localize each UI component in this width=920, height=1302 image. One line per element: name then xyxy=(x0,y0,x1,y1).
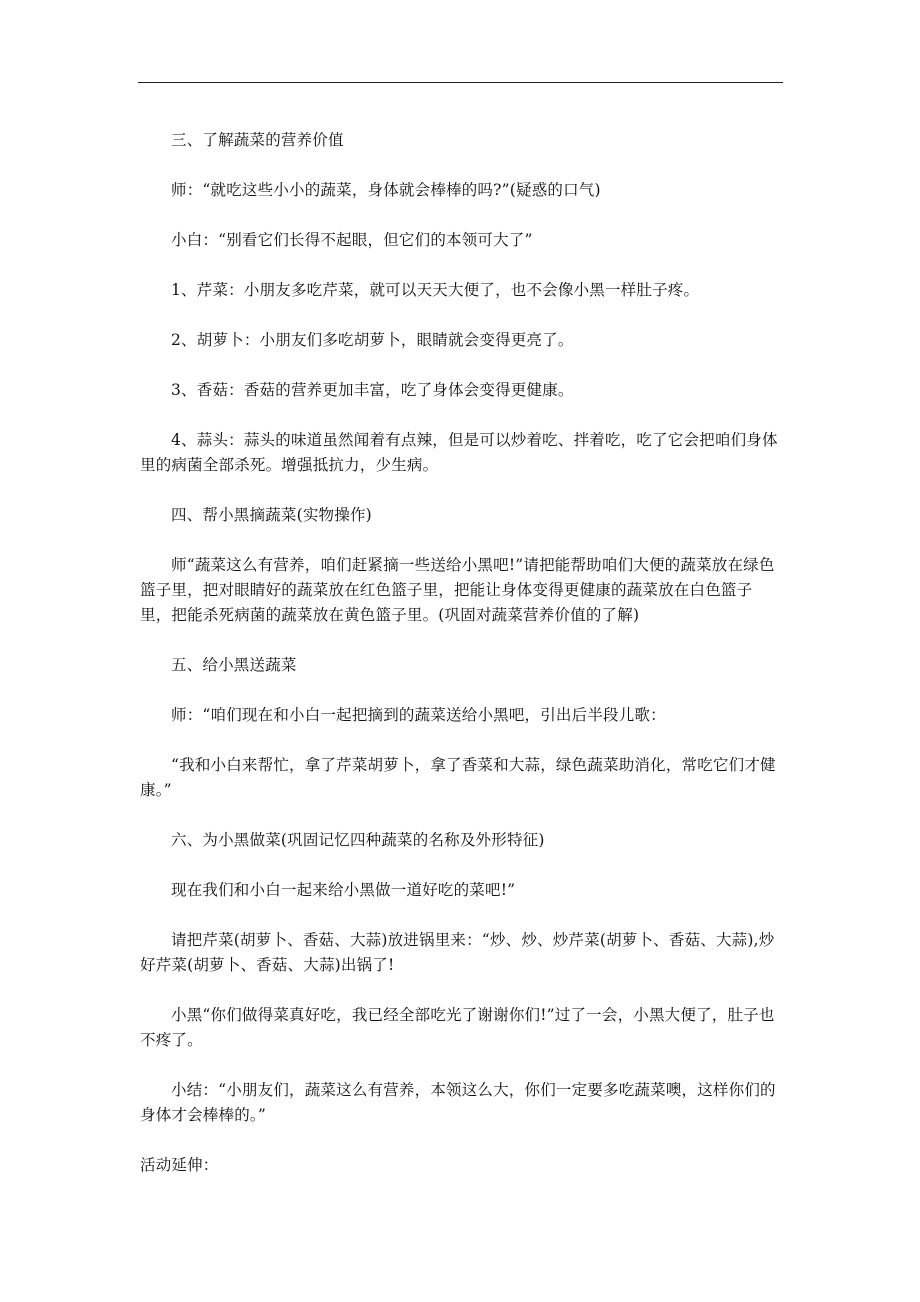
paragraph: 小黑“你们做得菜真好吃，我已经全部吃光了谢谢你们!”过了一会，小黑大便了，肚子也不疼了。 xyxy=(140,1006,775,1049)
paragraph: 小白：“别看它们长得不起眼，但它们的本领可大了” xyxy=(171,231,533,249)
list-item: 2、胡萝卜：小朋友们多吃胡萝卜，眼睛就会变得更亮了。 xyxy=(171,331,574,349)
paragraph: 请把芹菜(胡萝卜、香菇、大蒜)放进锅里来：“炒、炒、炒芹菜(胡萝卜、香菇、大蒜),炒好芹菜(胡萝卜、香菇、大蒜)出锅了! xyxy=(140,931,775,974)
list-item: 3、香菇：香菇的营养更加丰富，吃了身体会变得更健康。 xyxy=(171,381,574,399)
section-heading-5: 五、给小黑送蔬菜 xyxy=(171,656,297,674)
paragraph: “我和小白来帮忙，拿了芹菜胡萝卜，拿了香菜和大蒜，绿色蔬菜助消化，常吃它们才健康。” xyxy=(140,756,776,799)
list-item: 4、蒜头：蒜头的味道虽然闻着有点辣，但是可以炒着吃、拌着吃，吃了它会把咱们身体里的病菌全部杀死。增强抵抗力，少生病。 xyxy=(140,431,778,474)
section-heading-3: 三、了解蔬菜的营养价值 xyxy=(171,131,344,149)
summary-paragraph: 小结：“小朋友们，蔬菜这么有营养，本领这么大，你们一定要多吃蔬菜噢，这样你们的身体才会棒棒的。” xyxy=(140,1081,776,1124)
document-body xyxy=(140,128,783,1203)
paragraph: 师“蔬菜这么有营养，咱们赶紧摘一些送给小黑吧!”请把能帮助咱们大便的蔬菜放在绿色篮子里，把对眼睛好的蔬菜放在红色篮子里，把能让身体变得更健康的蔬菜放在白色篮子里，把能杀死病菌的蔬菜放在黄色篮子里。(巩固对蔬菜营养价值的了解) xyxy=(140,556,775,624)
section-heading-6: 六、为小黑做菜(巩固记忆四种蔬菜的名称及外形特征) xyxy=(171,831,545,849)
paragraph: 现在我们和小白一起来给小黑做一道好吃的菜吧!” xyxy=(171,881,516,899)
paragraph: 师：“咱们现在和小白一起把摘到的蔬菜送给小黑吧，引出后半段儿歌： xyxy=(171,706,666,724)
activity-extension-heading: 活动延伸： xyxy=(140,1156,219,1174)
section-heading-4: 四、帮小黑摘蔬菜(实物操作) xyxy=(171,506,372,524)
list-item: 1、芹菜：小朋友多吃芹菜，就可以天天大便了，也不会像小黑一样肚子疼。 xyxy=(171,281,700,299)
header-rule xyxy=(138,82,783,83)
paragraph: 师：“就吃这些小小的蔬菜，身体就会棒棒的吗?”(疑惑的口气) xyxy=(171,181,601,199)
